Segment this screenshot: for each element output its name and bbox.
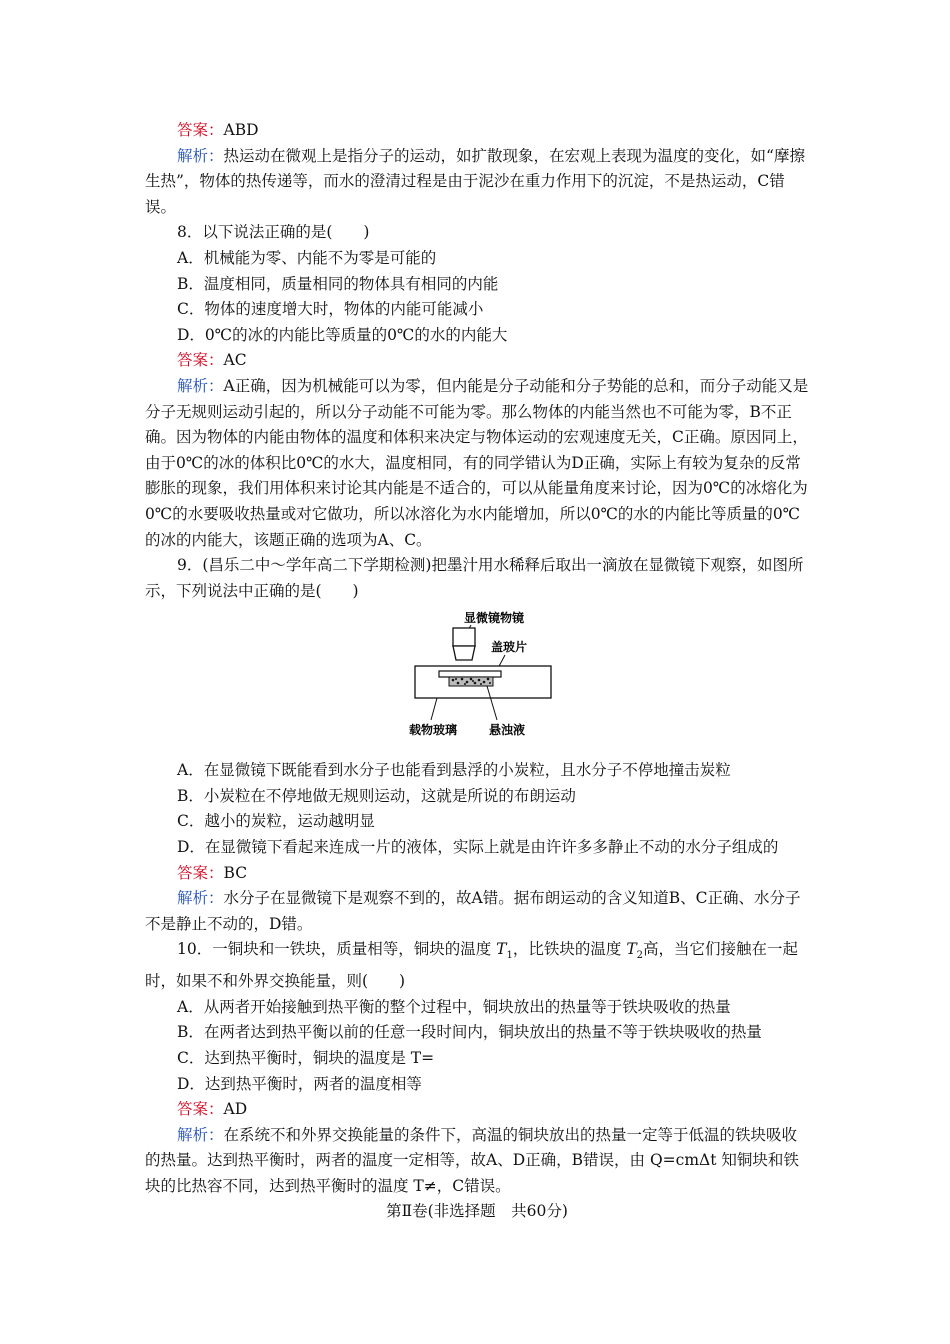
q9-analysis-line [145,886,809,937]
q10-analysis-line [145,1123,809,1200]
analysis-label: 解析： [177,376,224,395]
q10-t1-sub: 1 [506,950,513,962]
slide-label: 载物玻璃 [409,723,458,738]
q8-option-a: A．机械能为零、内能不为零是可能的 [177,248,437,267]
analysis-label: 解析： [177,146,224,165]
q10-t2-sub: 2 [636,950,644,962]
q10-stem-part-c: 高，当它们接触在一起时，如果不和外界交换能量，则( ) [145,940,799,991]
q7-analysis-line [145,144,809,221]
microscope-figure [145,608,809,752]
q10-stem [145,937,809,994]
q10-option-c: C．达到热平衡时，铜块的温度是 T= [177,1048,435,1067]
q8-analysis: A正确，因为机械能可以为零，但内能是分子动能和分子势能的总和，而分子动能又是分子无规则运动引起的，所以分子动能不可能为零。那么物体的内能当然也不可能为零，B不正确。因为物体的内能由物体的温度和体积来决定与物体运动的宏观速度无关，C正确。原因同上，由于0℃的冰的体积比0℃的水大，温度相同，有的同学错认为D正确，实际上有较为复杂的反常膨胀的现象，我们用体积来讨论其内能是不适合的，可以从能量角度来讨论，因为0℃的冰熔化为0℃的水要吸收热量或对它做功，所以冰溶化为水内能增加，所以0℃的水的内能比等质量的0℃的冰的内能大，该题正确的选项为A、C。 [145,376,809,549]
q10-answer: AD [223,1100,248,1119]
q10-answer-line [145,1097,809,1123]
q10-option-a: A．从两者开始接触到热平衡的整个过程中，铜块放出的热量等于铁块吸收的热量 [177,997,731,1016]
q9-answer-line [145,861,809,887]
analysis-label: 解析： [177,1125,224,1144]
q10-stem-part-a: 10．一铜块和一铁块，质量相等，铜块的温度 [177,940,497,959]
q8-analysis-line [145,374,809,553]
section-heading: 第Ⅱ卷(非选择题 共60分) [386,1202,568,1221]
answer-label: 答案： [177,1100,224,1119]
q8-option-b: B．温度相同，质量相同的物体具有相同的内能 [177,274,499,293]
answer-label: 答案： [177,863,224,882]
q10-stem-part-b: ，比铁块的温度 [512,940,627,959]
q7-answer-line [145,118,809,144]
q10-option-d: D．达到热平衡时，两者的温度相等 [177,1074,422,1093]
q9-stem: 9．(昌乐二中～学年高二下学期检测)把墨汁用水稀释后取出一滴放在显微镜下观察，如图所示，下列说法中正确的是( ) [145,556,804,600]
objective-label: 显微镜物镜 [464,611,525,626]
q8-option-c: C．物体的速度增大时，物体的内能可能减小 [177,300,484,319]
q9-option-d: D．在显微镜下看起来连成一片的液体，实际上就是由许许多多静止不动的水分子组成的 [177,838,779,857]
q10-analysis: 在系统不和外界交换能量的条件下，高温的铜块放出的热量一定等于低温的铁块吸收的热量。达到热平衡时，两者的温度一定相等，故A、D正确，B错误，由 Q=cmΔt 知铜块和铁块的比热容不同，达到热平衡时的温度 T≠，C错误。 [145,1125,799,1195]
q9-analysis: 水分子在显微镜下是观察不到的，故A错。据布朗运动的含义知道B、C正确、水分子不是静止不动的，D错。 [145,889,801,933]
q8-answer: AC [223,351,247,370]
q7-analysis: 热运动在微观上是指分子的运动，如扩散现象，在宏观上表现为温度的变化，如“摩擦生热”，物体的热传递等，而水的澄清过程是由于泥沙在重力作用下的沉淀，不是热运动，C错误。 [145,146,805,216]
slide-leader [431,698,437,720]
microscope-diagram [409,608,559,752]
q10-t1: T [496,940,507,959]
q9-option-a: A．在显微镜下既能看到水分子也能看到悬浮的小炭粒，且水分子不停地撞击炭粒 [177,761,731,780]
cover-slip [439,671,501,677]
q10-t2: T [626,940,637,959]
q9-option-c: C．越小的炭粒，运动越明显 [177,812,375,831]
answer-label: 答案： [177,121,224,139]
document-page [145,118,809,1225]
answer-label: 答案： [177,351,224,370]
q9-option-b: B．小炭粒在不停地做无规则运动，这就是所说的布朗运动 [177,786,576,805]
cover-label: 盖玻片 [491,640,528,655]
liquid-label: 悬浊液 [489,723,526,738]
analysis-label: 解析： [177,889,224,908]
q8-option-d: D．0℃的冰的内能比等质量的0℃的水的内能大 [177,325,508,344]
q9-answer: BC [223,863,248,882]
q7-answer: ABD [223,121,259,139]
q8-answer-line [145,348,809,374]
q10-option-b: B．在两者达到热平衡以前的任意一段时间内，铜块放出的热量不等于铁块吸收的热量 [177,1023,762,1042]
q8-stem: 8．以下说法正确的是( ) [177,223,370,242]
objective-lens [453,646,475,660]
objective-body [453,628,475,646]
